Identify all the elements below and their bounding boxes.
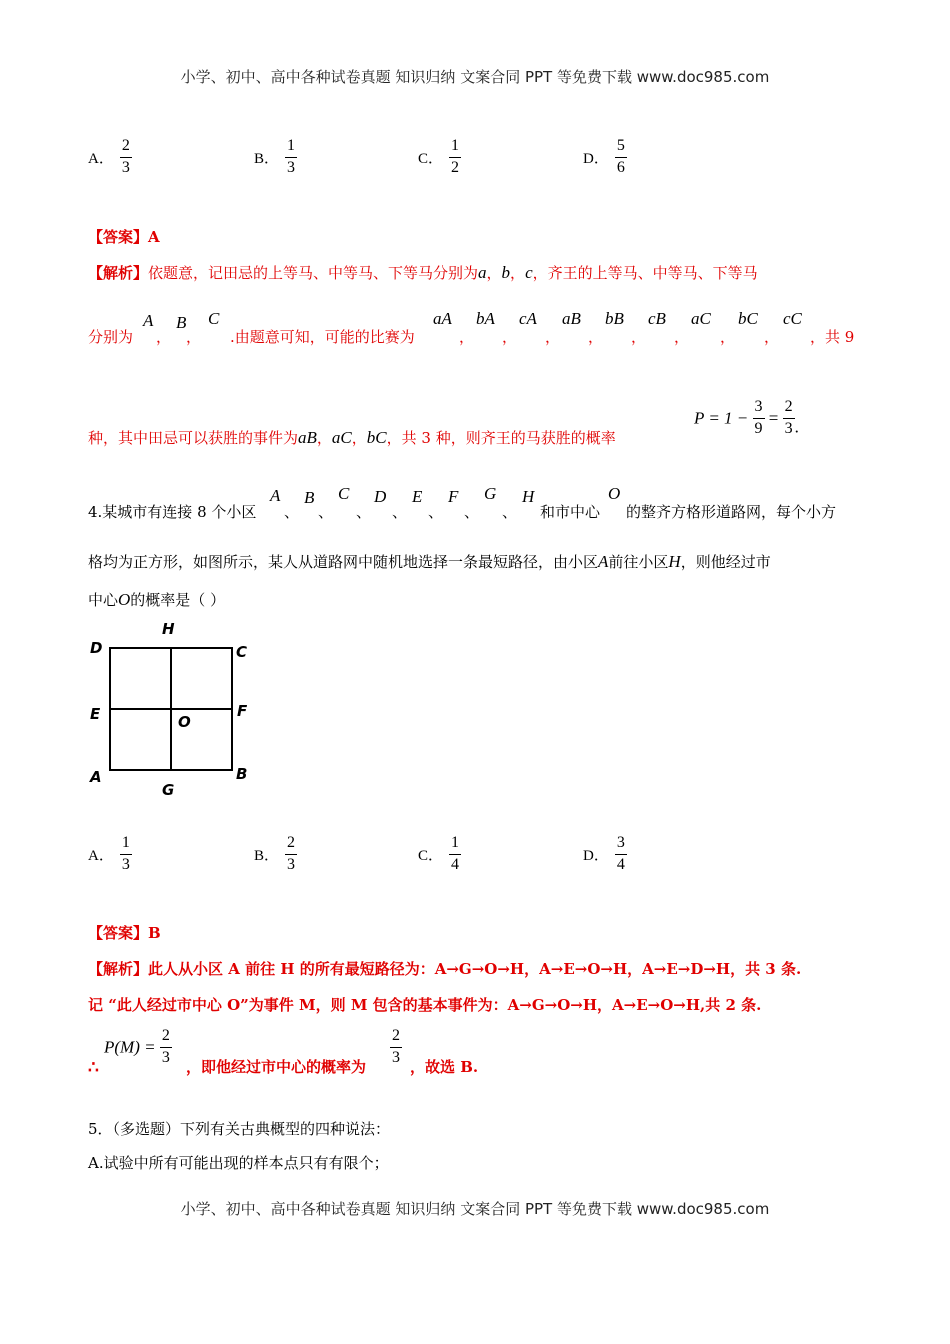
frac-den: 3 <box>121 158 130 176</box>
q4-option-d[interactable] <box>583 835 627 874</box>
comma: ， <box>631 328 647 346</box>
sep: 、 <box>356 503 372 521</box>
sep: 、 <box>428 503 444 521</box>
q3-option-b[interactable] <box>254 138 297 177</box>
q4-option-b[interactable] <box>254 835 297 874</box>
frac-num: 2 <box>783 399 795 419</box>
frac-num: 1 <box>449 138 461 158</box>
equals: = <box>764 408 783 428</box>
var-A: A <box>143 311 154 330</box>
var: O <box>118 590 131 609</box>
comma: ， <box>186 328 202 346</box>
q4-answer: 【答案】B <box>88 924 161 942</box>
option-label: A． <box>88 847 114 864</box>
option-label: D． <box>583 847 609 864</box>
frac-num: 1 <box>449 835 461 855</box>
q3-analysis-line2-tail: ，共 9 <box>810 328 855 346</box>
label-C: C <box>236 643 248 661</box>
period: . <box>794 417 799 437</box>
option-label: B． <box>254 847 280 864</box>
option-label: A． <box>88 150 114 167</box>
label-A: A <box>90 768 102 786</box>
frac-den: 9 <box>754 419 763 437</box>
comma: ， <box>674 328 690 346</box>
frac-den: 3 <box>287 855 296 873</box>
option-label: C． <box>418 150 444 167</box>
match-4: aB <box>562 309 581 328</box>
text: ，齐王的上等马、中等马、下等马 <box>532 264 758 282</box>
comma: ， <box>720 328 736 346</box>
analysis-tag: 【解析】 <box>88 960 149 978</box>
sep: 、 <box>464 503 480 521</box>
match-3: cA <box>519 309 537 328</box>
var: A <box>598 552 609 571</box>
road-grid-diagram <box>80 615 260 800</box>
q4-stem-mid: 和市中心 <box>540 503 601 521</box>
frac-num: 3 <box>615 835 627 855</box>
q3-option-c[interactable] <box>418 138 461 177</box>
label-B: B <box>236 765 248 783</box>
text: 中心 <box>88 591 119 609</box>
label-D: D <box>90 639 103 657</box>
comma: ， <box>764 328 780 346</box>
match-7: aC <box>691 309 711 328</box>
q4-conclusion-mid: ，即他经过市中心的概率为 <box>186 1058 367 1076</box>
frac-num: 2 <box>285 835 297 855</box>
frac-num: 2 <box>390 1028 402 1048</box>
frac-den: 4 <box>451 855 460 873</box>
q3-analysis-line2-mid: .由题意可知，可能的比赛为 <box>230 328 415 346</box>
q4-conclusion-tail: ，故选 B. <box>410 1058 479 1076</box>
sep: 、 <box>502 503 518 521</box>
text: ，共 3 种，则齐王的马获胜的概率 <box>386 429 616 447</box>
frac-den: 3 <box>161 1048 170 1066</box>
district-G: G <box>484 484 497 503</box>
frac-den: 2 <box>451 158 460 176</box>
therefore-symbol: ∴ <box>88 1058 99 1078</box>
comma: ， <box>588 328 604 346</box>
text: 种，其中田忌可以获胜的事件为 <box>88 429 299 447</box>
district-E: E <box>412 487 423 506</box>
center-O: O <box>608 484 621 503</box>
var: b <box>501 263 511 282</box>
comma: ， <box>459 328 475 346</box>
q4-stem-tail: 的整齐方格形道路网，每个小方 <box>626 503 837 521</box>
q3-analysis-line3: 种，其中田忌可以获胜的事件为aB，aC，bC，共 3 种，则齐王的马获胜的概率 <box>88 428 616 447</box>
frac-num: 1 <box>285 138 297 158</box>
comma: ， <box>545 328 561 346</box>
q5-stem: 5．（多选题）下列有关古典概型的四种说法： <box>88 1120 391 1138</box>
comma: ， <box>156 328 172 346</box>
comma: ， <box>502 328 518 346</box>
frac-den: 3 <box>784 419 793 437</box>
frac-num: 3 <box>753 399 765 419</box>
q3-option-d[interactable] <box>583 138 627 177</box>
var-C: C <box>208 309 220 328</box>
q4-stem-head: 4.某城市有连接 8 个小区 <box>88 503 257 521</box>
q4-stem-line2 <box>88 551 771 572</box>
match-8: bC <box>738 309 758 328</box>
sep: 、 <box>392 503 408 521</box>
text: 依题意，记田忌的上等马、中等马、下等马分别为 <box>148 264 479 282</box>
district-C: C <box>338 484 350 503</box>
match-1: aA <box>433 309 452 328</box>
q4-option-a[interactable] <box>88 835 132 874</box>
frac-den: 6 <box>616 158 625 176</box>
label-O: O <box>178 713 191 731</box>
frac-num: 5 <box>615 138 627 158</box>
var: a <box>478 263 487 282</box>
q5-option-a: A.试验中所有可能出现的样本点只有有限个； <box>88 1154 389 1172</box>
label-G: G <box>162 781 175 799</box>
var: aB <box>298 428 317 447</box>
q4-probability-formula <box>104 1028 172 1067</box>
q4-conclusion-frac <box>390 1028 402 1067</box>
var: aC <box>331 428 352 447</box>
q4-analysis-line2: 记 “此人经过市中心 O”为事件 M，则 M 包含的基本事件为：A→G→O→H，A→E→O→H,共 2 条. <box>88 996 762 1014</box>
page-header: 小学、初中、高中各种试卷真题 知识归纳 文案合同 PPT 等免费下载 www.doc985.com <box>180 68 770 86</box>
formula-lhs: P(M) = <box>104 1037 160 1057</box>
frac-den: 3 <box>121 855 130 873</box>
sep: 、 <box>284 503 300 521</box>
frac-num: 2 <box>160 1028 172 1048</box>
q3-analysis-line2-head: 分别为 <box>88 328 134 346</box>
formula-lhs: P = 1 − <box>694 408 753 428</box>
analysis-tag: 【解析】 <box>88 264 149 282</box>
page-footer: 小学、初中、高中各种试卷真题 知识归纳 文案合同 PPT 等免费下载 www.doc985.com <box>180 1200 770 1218</box>
q4-analysis-line1 <box>88 958 801 979</box>
sep: 、 <box>318 503 334 521</box>
option-label: B． <box>254 150 280 167</box>
label-F: F <box>237 702 248 720</box>
text: 的概率是（ ） <box>130 591 226 609</box>
q3-option-a[interactable] <box>88 138 132 177</box>
var: c <box>525 263 533 282</box>
q3-answer: 【答案】A <box>88 228 160 246</box>
match-6: cB <box>648 309 666 328</box>
frac-den: 4 <box>616 855 625 873</box>
district-D: D <box>374 487 387 506</box>
frac-den: 3 <box>287 158 296 176</box>
district-A: A <box>270 486 281 505</box>
text: ，则他经过市 <box>680 553 771 571</box>
q4-option-c[interactable] <box>418 835 461 874</box>
option-label: D． <box>583 150 609 167</box>
match-5: bB <box>605 309 624 328</box>
label-H: H <box>162 620 175 638</box>
district-B: B <box>304 488 315 507</box>
text: 前往小区 <box>608 553 669 571</box>
match-2: bA <box>476 309 495 328</box>
frac-den: 3 <box>392 1048 400 1066</box>
frac-num: 2 <box>120 138 132 158</box>
frac-num: 1 <box>120 835 132 855</box>
q3-analysis-line1: 【解析】依题意，记田忌的上等马、中等马、下等马分别为a，b，c，齐王的上等马、中等马、下等马 <box>88 263 758 282</box>
option-label: C． <box>418 847 444 864</box>
q3-probability-formula <box>694 399 799 438</box>
q4-stem-line3 <box>88 589 225 610</box>
district-F: F <box>448 487 459 506</box>
label-E: E <box>90 705 101 723</box>
text: 格均为正方形，如图所示，某人从道路网中随机地选择一条最短路径，由小区 <box>88 553 599 571</box>
var: H <box>668 552 681 571</box>
var-B: B <box>176 313 187 332</box>
district-H: H <box>522 487 535 506</box>
text: 此人从小区 A 前往 H 的所有最短路径为：A→G→O→H，A→E→O→H，A→E→D→H，共 3 条. <box>148 960 802 978</box>
match-9: cC <box>783 309 802 328</box>
var: bC <box>366 428 387 447</box>
